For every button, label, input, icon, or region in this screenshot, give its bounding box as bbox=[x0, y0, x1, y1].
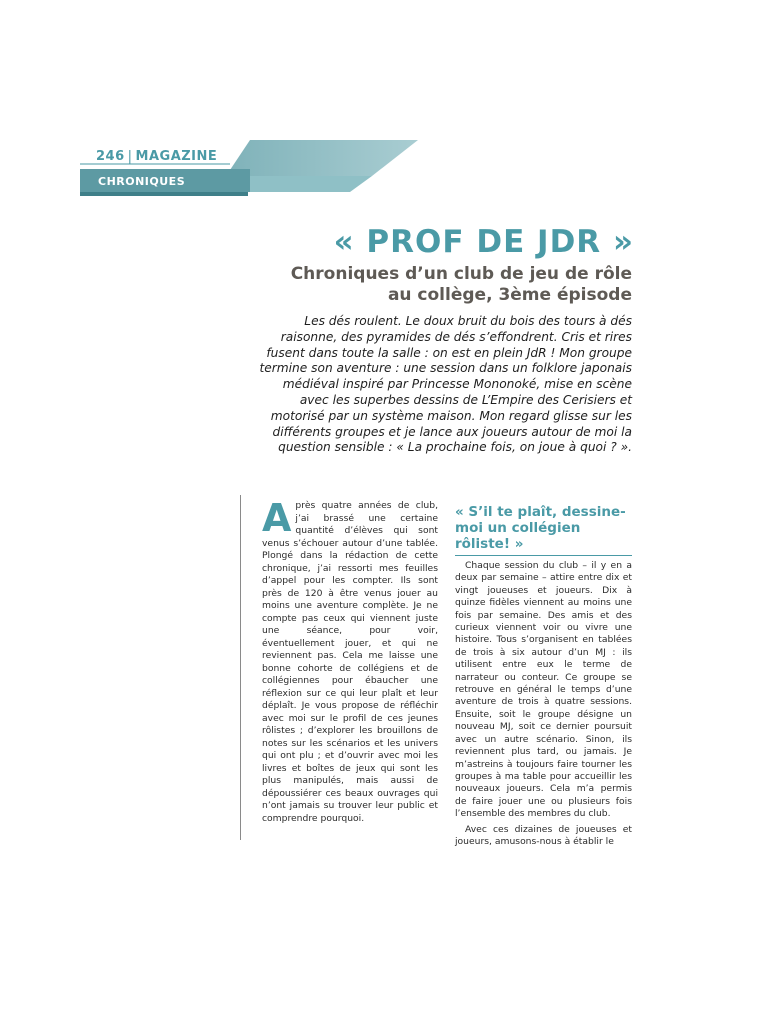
pull-quote: « S’il te plaît, dessine-moi un collégien rôliste! » bbox=[455, 504, 632, 556]
subtitle-line-2: au collège, 3ème épisode bbox=[387, 285, 632, 305]
column-2-paragraph-2: Avec ces dizaines de joueuses et joueurs, amusons-nous à établir le bbox=[455, 823, 632, 847]
page-number-label bbox=[96, 149, 217, 164]
article-title: « PROF DE JDR » bbox=[333, 224, 634, 260]
column-2-paragraph-1: Chaque session du club – il y en a deux par semaine – attire entre dix et vingt joueuses et joueurs. Dix à quinze fidèles viennent au moins une fois par semaine. Des amis et des curieux viennent voir ou vivre une histoire. Tous s’organisent en tablées de trois à six autour d’un MJ : ils utilisent entre eux le terme de narrateur ou conteur. Ce groupe se retrouve en général le temps d’une aventure de trois à quatre sessions. Ensuite, soit le groupe désigne un nouveau MJ, soit ce dernier poursuit avec un autre scénario. Sinon, ils reviennent plus tard, ou jamais. Je m’astreins à toujours faire tourner les groupes à ma table pour accueillir les nouveaux joueurs. Cela m’a permis de faire jouer une ou plusieurs fois l’ensemble des membres du club. bbox=[455, 560, 632, 820]
article-column-1 bbox=[262, 496, 438, 825]
article-intro: Les dés roulent. Le doux bruit du bois des tours à dés raisonne, des pyramides de dés s’effondrent. Cris et rires fusent dans toute la salle : on est en plein JdR ! Mon groupe termine son aventure : une session dans un folklore japonais médiéval inspiré par Princesse Mononoké, mise en scène avec les superbes dessins de L’Empire des Cerisiers et motorisé par un système maison. Mon regard glisse sur les différents groupes et je lance aux joueurs autour de moi la question sensible : « La prochaine fois, on joue à quoi ? ». bbox=[259, 314, 632, 455]
magazine-label: MAGAZINE bbox=[135, 149, 218, 164]
drop-cap: A bbox=[262, 496, 292, 540]
column-rule bbox=[240, 495, 241, 840]
header-separator: | bbox=[127, 149, 133, 164]
section-label: CHRONIQUES bbox=[98, 175, 186, 188]
page-number: 246 bbox=[96, 149, 125, 164]
article-column-2 bbox=[455, 504, 632, 851]
column-1-text: près quatre années de club, j’ai brassé une certaine quantité d’élèves qui sont venus s’échouer autour d’une tablée. Plongé dans la rédaction de cette chronique, j’ai ressorti mes feuilles d’appel pour les compter. Ils sont près de 120 à être venus jouer au moins une aventure complète. Je ne compte pas ceux qui viennent juste une séance, pour voir, éventuellement jouer, et qui ne reviennent pas. Cela me laisse une bonne cohorte de collégiens et de collégiennes pour ébaucher une réflexion sur ce qui leur plaît et leur déplaît. Je vous propose de réfléchir avec moi sur le profil de ces jeunes rôlistes ; d’explorer les brouillons de notes sur les scénarios et les univers qui ont plu ; et d’ouvrir avec moi les livres et boîtes de jeux qui sont les plus manipulés, mais aussi de dépoussiérer ces beaux ouvrages qui n’ont jamais su trouver leur public et comprendre pourquoi. bbox=[262, 500, 438, 824]
subtitle-line-1: Chroniques d’un club de jeu de rôle bbox=[290, 264, 632, 284]
article-subtitle bbox=[260, 264, 632, 306]
